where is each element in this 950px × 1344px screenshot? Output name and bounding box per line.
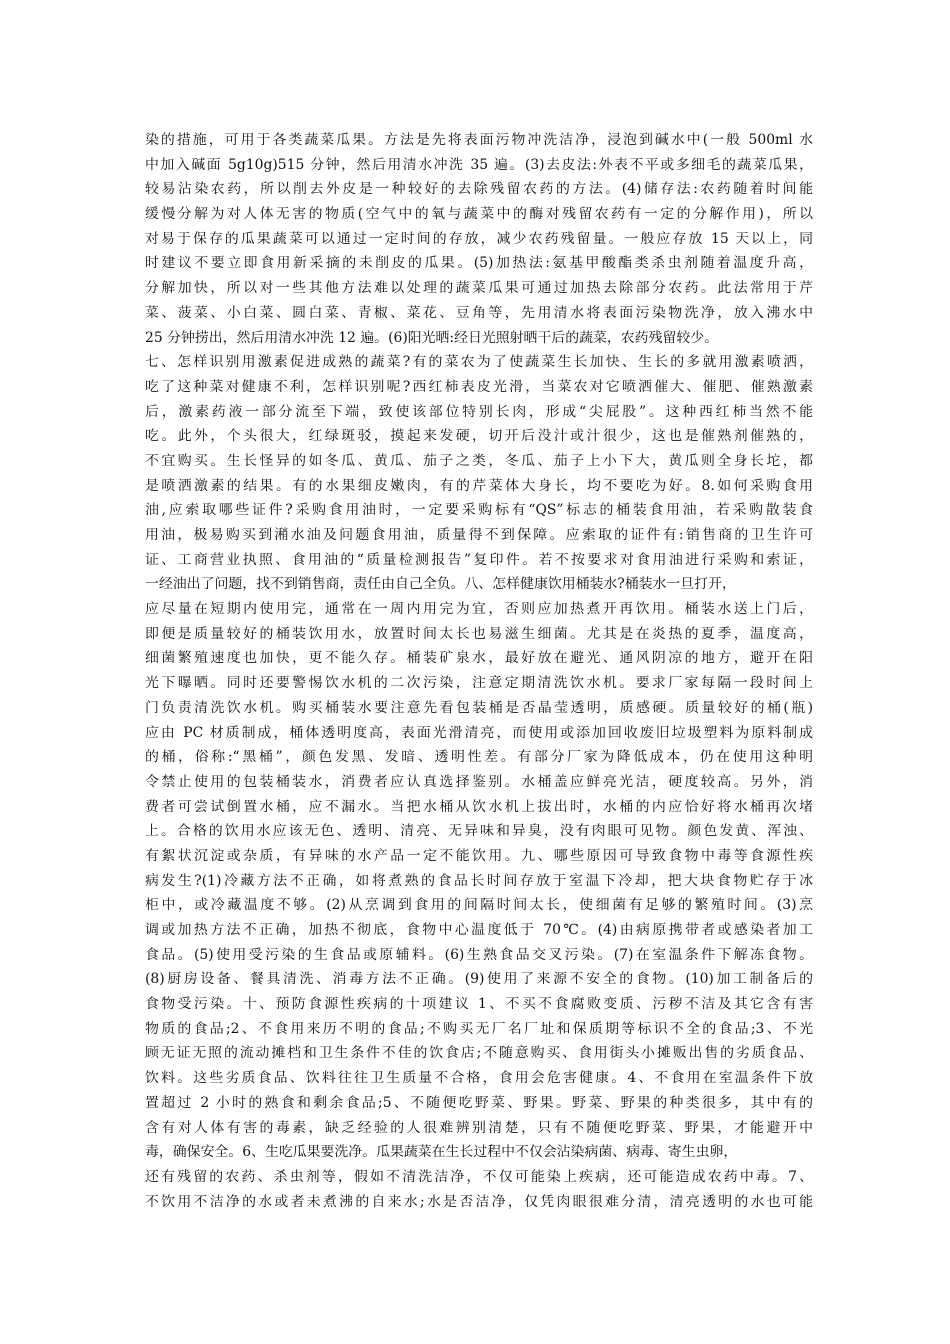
- text-line: 物质的食品;2、不食用来历不明的食品;不购买无厂名厂址和保质期等标识不全的食品;3、不光: [145, 1020, 813, 1037]
- text-line: 的桶，俗称:“黑桶”，颜色发黑、发暗、透明性差。有部分厂家为降低成本，仍在使用这种明: [145, 749, 813, 766]
- text-line: 分解加快，所以对一些其他方法难以处理的蔬菜瓜果可通过加热去除部分农药。此法常用于芹: [145, 280, 813, 297]
- text-line: 费者可尝试倒置水桶，应不漏水。当把水桶从饮水机上拔出时，水桶的内应恰好将水桶再次堵: [145, 798, 813, 815]
- text-line: 有絮状沉淀或杂质，有异味的水产品一定不能饮用。九、哪些原因可导致食物中毒等食源性疾: [145, 847, 813, 864]
- text-line: 中加入碱面 5g10g)515 分钟，然后用清水冲洗 35 遍。(3)去皮法:外表不平或多细毛的蔬菜瓜果，: [145, 156, 813, 173]
- text-line: 含有对人体有害的毒素，缺乏经验的人很难辨别清楚，只有不随便吃野菜、野果，才能避开中: [145, 1119, 813, 1136]
- text-line: 毒，确保安全。6、生吃瓜果要洗净。瓜果蔬菜在生长过程中不仅会沾染病菌、病毒、寄生虫卵，: [145, 1144, 738, 1161]
- text-line: 应尽量在短期内使用完，通常在一周内用完为宜，否则应加热煮开再饮用。桶装水送上门后，: [145, 601, 813, 618]
- text-line: 一经油出了问题，找不到销售商，责任由自己全负。八、怎样健康饮用桶装水?桶装水一旦打开，: [145, 576, 736, 593]
- text-line: 菜、菠菜、小白菜、圆白菜、青椒、菜花、豆角等，先用清水将表面污染物洗净，放入沸水中: [145, 304, 813, 321]
- text-line: (8)厨房设备、餐具清洗、消毒方法不正确。(9)使用了来源不安全的食物。(10)加工制备后的: [145, 971, 813, 988]
- text-line: 食物受污染。十、预防食源性疾病的十项建议 1、不买不食腐败变质、污秽不洁及其它含有害: [145, 996, 813, 1013]
- text-line: 置超过 2 小时的熟食和剩余食品;5、不随便吃野菜、野果。野菜、野果的种类很多，其中有的: [145, 1094, 813, 1111]
- text-line: 时建议不要立即食用新采摘的未削皮的瓜果。(5)加热法:氨基甲酸酯类杀虫剂随着温度升高，: [145, 255, 813, 272]
- text-line: 25 分钟捞出，然后用清水冲洗 12 遍。(6)阳光晒:经日光照射晒干后的蔬菜，农药残留较少。: [145, 329, 719, 346]
- text-line: 后，激素药液一部分流至下端，致使该部位特别长肉，形成“尖屁股”。这种西红柿当然不能: [145, 403, 813, 420]
- text-line: 令禁止使用的包装桶装水，消费者应认真选择鉴别。水桶盖应鲜亮光洁，硬度较高。另外，消: [145, 773, 813, 790]
- text-line: 不饮用不洁净的水或者未煮沸的自来水;水是否洁净，仅凭肉眼很难分清，清亮透明的水也可能: [145, 1193, 813, 1210]
- text-line: 是喷洒激素的结果。有的水果细皮嫩肉，有的芹菜体大身长，均不要吃为好。8.如何采购食用: [145, 477, 813, 494]
- text-line: 病发生?(1)冷藏方法不正确，如将煮熟的食品长时间存放于室温下冷却，把大块食物贮存于冰: [145, 872, 813, 889]
- text-line: 门负责清洗饮水机。购买桶装水要注意先看包装桶是否晶莹透明，质感硬。质量较好的桶(瓶): [145, 699, 813, 716]
- text-line: 细菌繁殖速度也加快，更不能久存。桶装矿泉水，最好放在避光、通风阴凉的地方，避开在阳: [145, 650, 813, 667]
- text-line: 对易于保存的瓜果蔬菜可以通过一定时间的存放，减少农药残留量。一般应存放 15 天以上，同: [145, 230, 813, 247]
- text-line: 油,应索取哪些证件?采购食用油时，一定要采购标有“QS”标志的桶装食用油，若采购散装食: [145, 502, 813, 519]
- text-line: 吃。此外，个头很大，红绿斑驳，摸起来发硬，切开后没汁或汁很少，这也是催熟剂催熟的，: [145, 428, 813, 445]
- text-line: 饮料。这些劣质食品、饮料往往卫生质量不合格，食用会危害健康。4、不食用在室温条件下放: [145, 1070, 813, 1087]
- text-line: 光下曝晒。同时还要警惕饮水机的二次污染，注意定期清洗饮水机。要求厂家每隔一段时间上: [145, 675, 813, 692]
- text-line: 调或加热方法不正确，加热不彻底，食物中心温度低于 70℃。(4)由病原携带者或感染者加工: [145, 922, 813, 938]
- text-line: 顾无证无照的流动摊档和卫生条件不佳的饮食店;不随意购买、食用街头小摊贩出售的劣质食品、: [145, 1045, 813, 1062]
- text-line: 不宜购买。生长怪异的如冬瓜、黄瓜、茄子之类，冬瓜、茄子上小下大，黄瓜则全身长坨，都: [145, 452, 813, 469]
- text-line: 食品。(5)使用受污染的生食品或原辅料。(6)生熟食品交叉污染。(7)在室温条件下解冻食物。: [145, 946, 813, 963]
- text-line: 吃了这种菜对健康不利，怎样识别呢?西红柿表皮光滑，当菜农对它喷洒催大、催肥、催熟激素: [145, 378, 813, 395]
- text-line: 证、工商营业执照、食用油的“质量检测报告”复印件。若不按要求对食用油进行采购和索证，: [145, 551, 813, 568]
- text-line: 用油，极易购买到潲水油及问题食用油，质量得不到保障。应索取的证件有:销售商的卫生许可: [145, 527, 813, 543]
- text-line: 还有残留的农药、杀虫剂等，假如不清洗洁净，不仅可能染上疾病，还可能造成农药中毒。7、: [145, 1168, 813, 1185]
- text-line: 即便是质量较好的桶装饮用水，放置时间太长也易滋生细菌。尤其是在炎热的夏季，温度高，: [145, 625, 813, 642]
- text-line: 染的措施，可用于各类蔬菜瓜果。方法是先将表面污物冲洗洁净，浸泡到碱水中(一般 500ml 水: [145, 132, 813, 148]
- text-line: 应由 PC 材质制成，桶体透明度高，表面光滑清亮，而使用或添加回收废旧垃圾塑料为原料制成: [145, 724, 813, 741]
- text-line: 缓慢分解为对人体无害的物质(空气中的氧与蔬菜中的酶对残留农药有一定的分解作用)，所以: [145, 206, 813, 223]
- body-text: [145, 128, 813, 1214]
- text-line: 七、怎样识别用激素促进成熟的蔬菜?有的菜农为了使蔬菜生长加快、生长的多就用激素喷洒，: [145, 354, 813, 371]
- text-line: 较易沾染农药，所以削去外皮是一种较好的去除残留农药的方法。(4)储存法:农药随着时间能: [145, 181, 813, 198]
- text-line: 上。合格的饮用水应该无色、透明、清亮、无异味和异臭，没有肉眼可见物。颜色发黄、浑浊、: [145, 823, 813, 840]
- text-line: 柜中，或冷藏温度不够。(2)从烹调到食用的间隔时间太长，使细菌有足够的繁殖时间。(3)烹: [145, 897, 813, 914]
